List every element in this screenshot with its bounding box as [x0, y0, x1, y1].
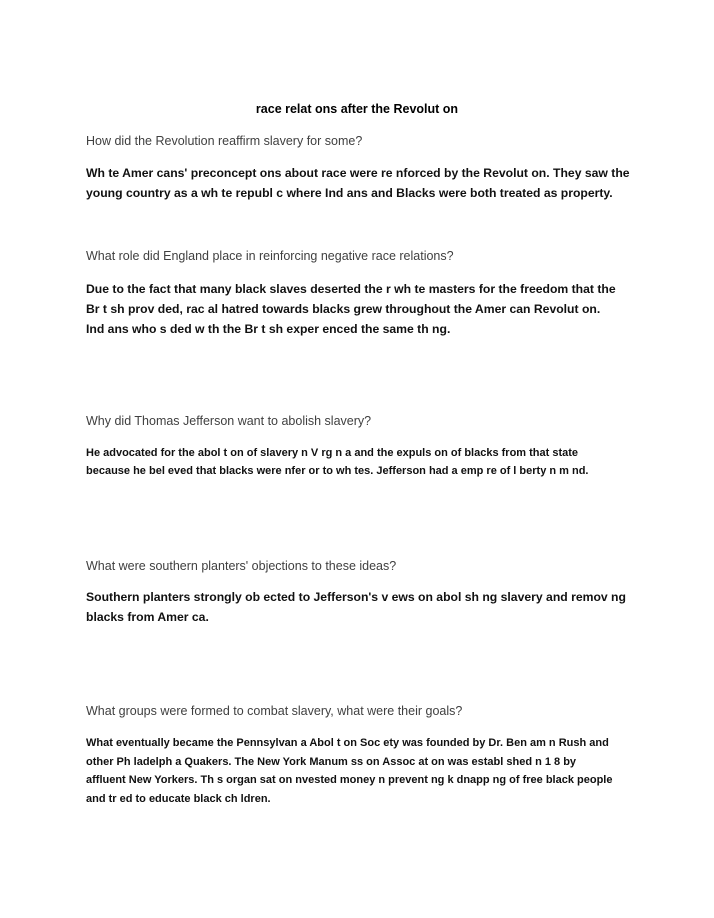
answer-1: [86, 164, 646, 203]
answer-3-line-1: He advocated for the abol t on of slavery n V rg n a and the expuls on of blacks from that state: [86, 447, 579, 459]
answer-2-line-1: Due to the fact that many black slaves deserted the r wh te masters for the freedom that the: [86, 282, 616, 296]
question-1: How did the Revolution reaffirm slavery for some?: [86, 134, 363, 148]
answer-5-line-2: other Ph ladelph a Quakers. The New York Manum ss on Assoc at on was establ shed n 1 8 by: [86, 755, 577, 768]
answer-2-line-3: Ind ans who s ded w th the Br t sh exper enced the same th ng.: [86, 322, 451, 336]
answer-1-line-1: Wh te Amer cans' preconcept ons about race were re nforced by the Revolut on. They saw the: [86, 166, 630, 180]
answer-3-line-2: because he bel eved that blacks were nfer or to wh tes. Jefferson had a emp re of l berty n m nd.: [86, 465, 589, 477]
question-3: Why did Thomas Jefferson want to abolish slavery?: [86, 414, 372, 428]
question-4: What were southern planters' objections to these ideas?: [86, 559, 397, 573]
answer-4-line-2: blacks from Amer ca.: [86, 610, 209, 624]
answer-2: [86, 279, 646, 339]
answer-5-line-3: affluent New Yorkers. Th s organ sat on nvested money n prevent ng k dnapp ng of free black people: [86, 774, 613, 786]
answer-4: [86, 587, 646, 627]
answer-2-line-2: Br t sh prov ded, rac al hatred towards blacks grew throughout the Amer can Revolut on.: [86, 302, 601, 316]
answer-3: [86, 444, 646, 480]
answer-5-line-4: and tr ed to educate black ch ldren.: [86, 792, 271, 805]
document-title: race relat ons after the Revolut on: [255, 102, 459, 116]
answer-1-line-2: young country as a wh te republ c where Ind ans and Blacks were both treated as property.: [86, 185, 613, 200]
question-2: What role did England place in reinforcing negative race relations?: [86, 249, 454, 263]
answer-4-line-1: Southern planters strongly ob ected to Jefferson's v ews on abol sh ng slavery and remov ng: [86, 590, 626, 604]
answer-5: [86, 734, 646, 808]
question-5: What groups were formed to combat slavery, what were their goals?: [86, 704, 463, 718]
answer-5-line-1: What eventually became the Pennsylvan a Abol t on Soc ety was founded by Dr. Ben am n Rush and: [86, 737, 609, 749]
